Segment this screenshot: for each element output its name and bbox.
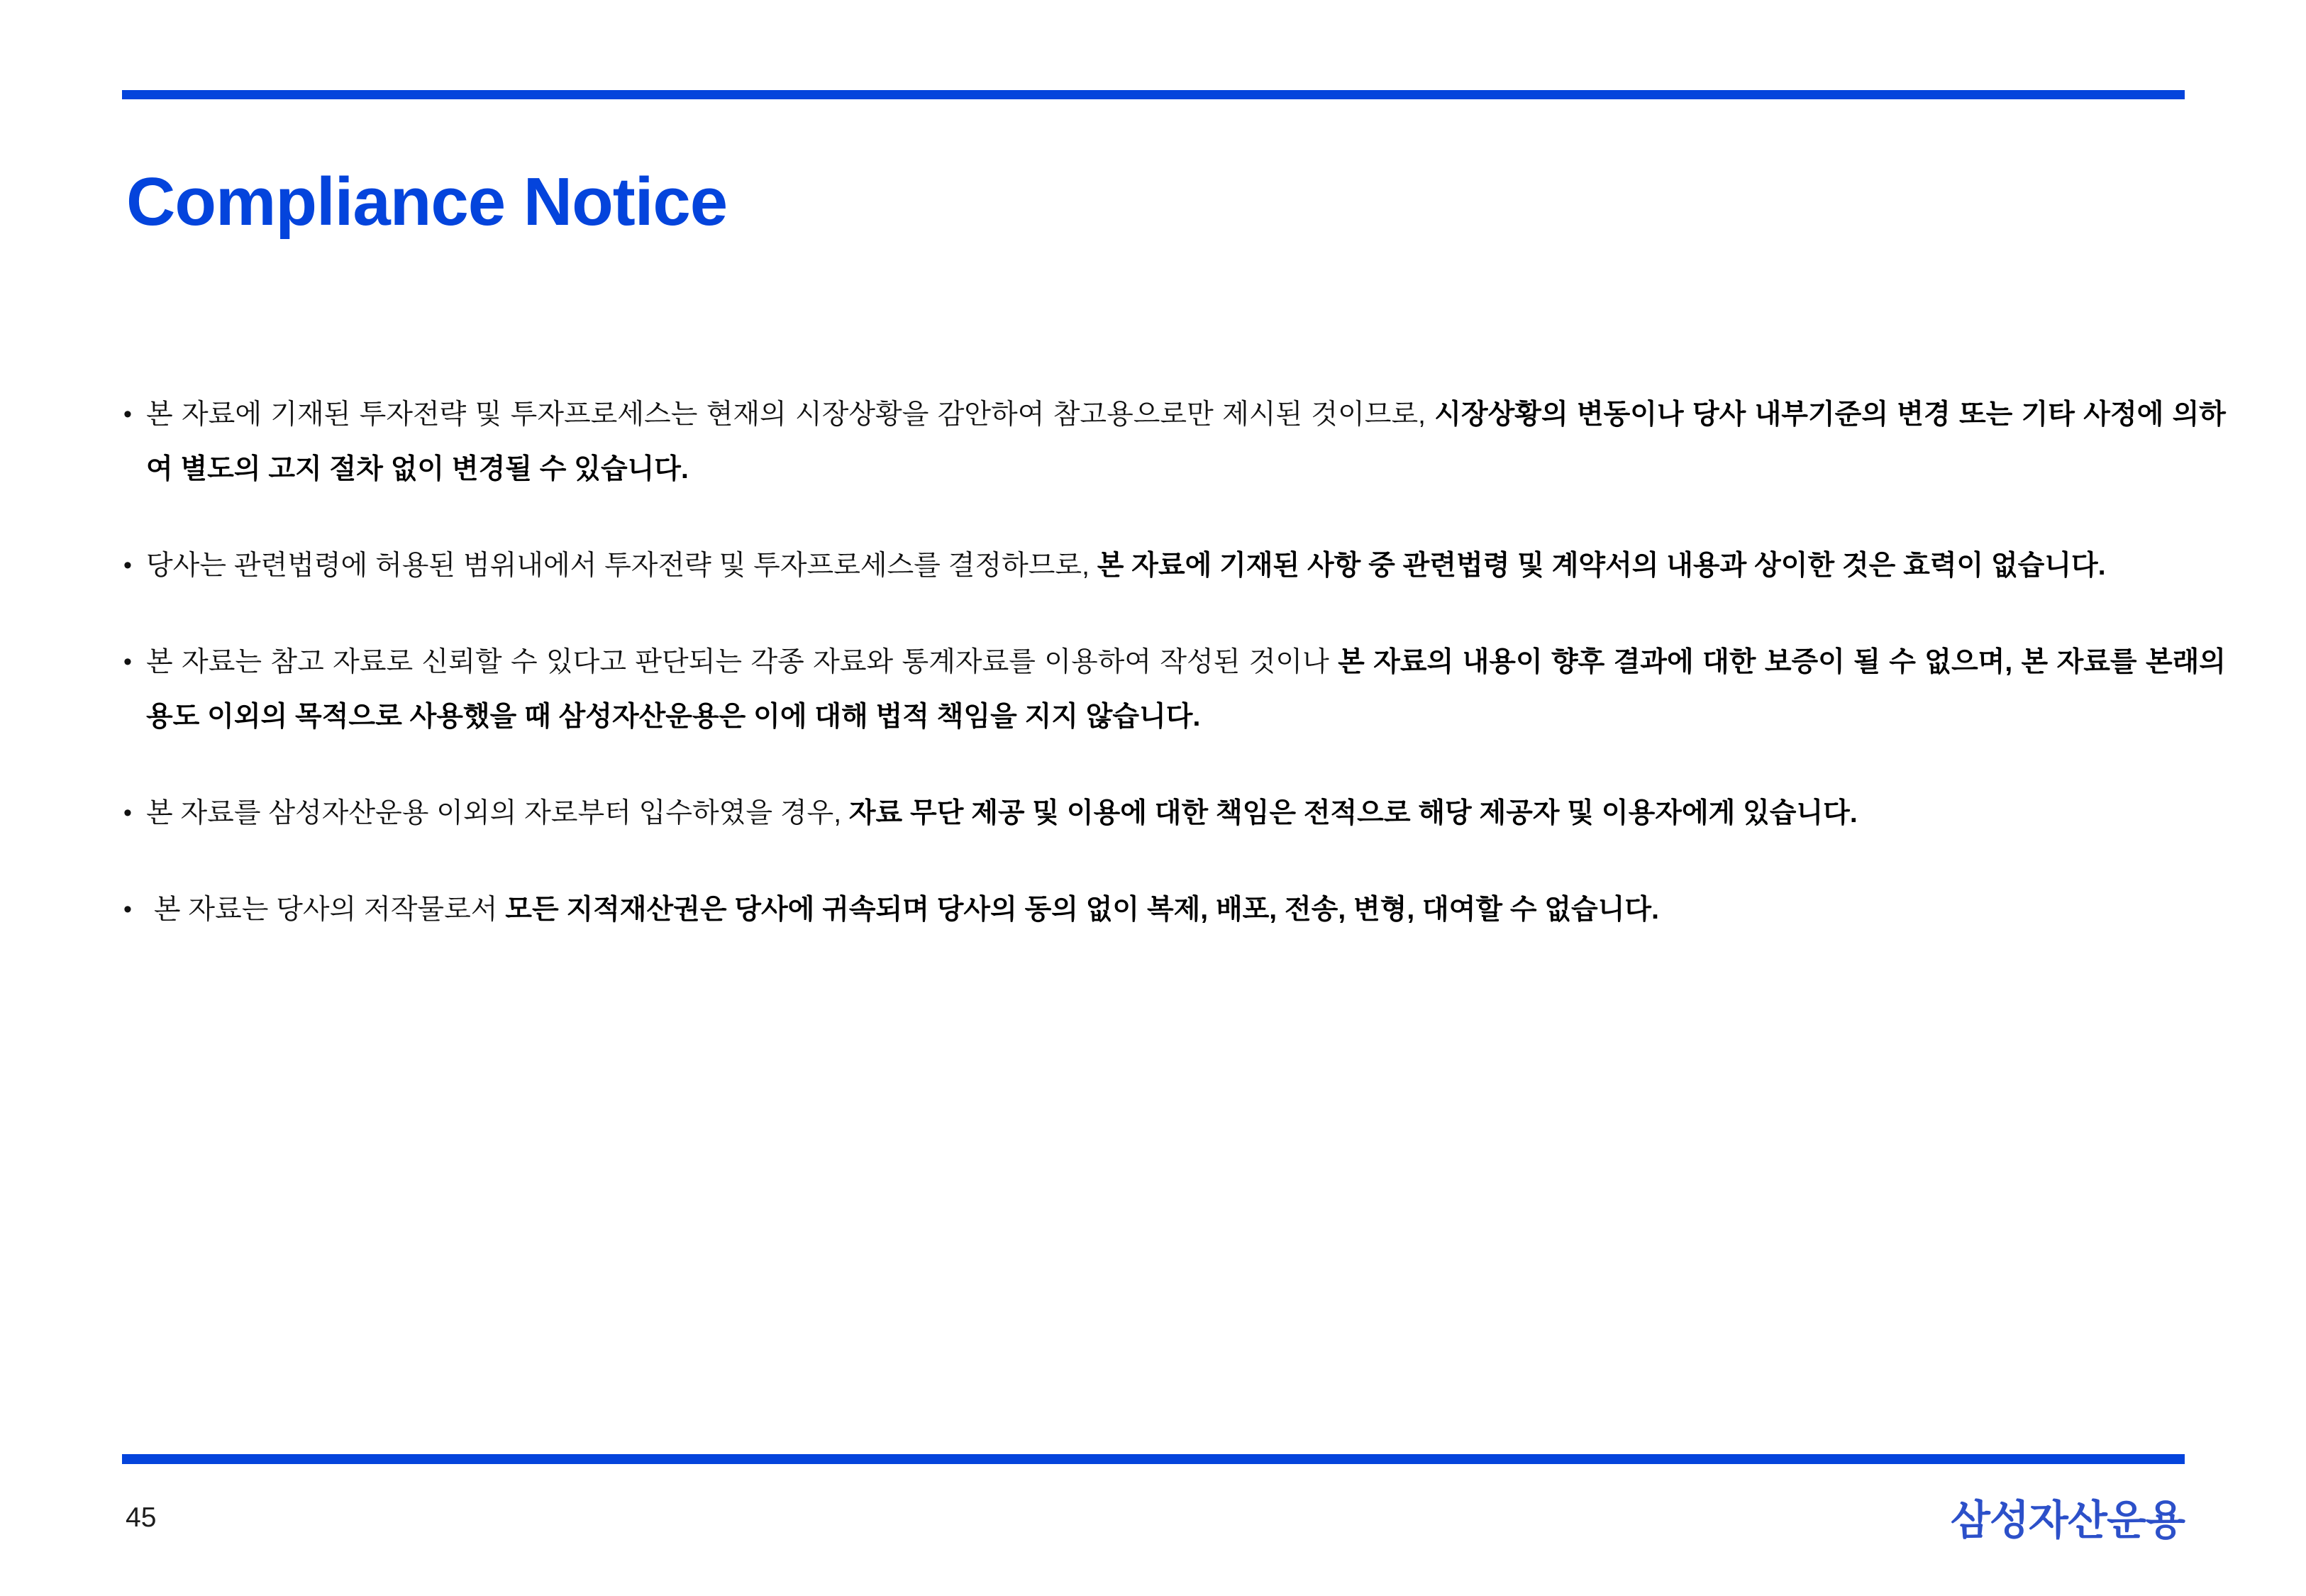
bullet-item <box>122 882 2226 937</box>
bullet-icon: • <box>123 648 132 675</box>
bullet-text-bold: 본 자료에 기재된 사항 중 관련법령 및 계약서의 내용과 상이한 것은 효력이 없습니다. <box>1097 550 2106 581</box>
bullet-icon: • <box>123 896 132 923</box>
company-logo: 삼성자산운용 <box>1950 1497 2185 1544</box>
bullet-item <box>122 635 2226 744</box>
bullet-item <box>122 786 2226 841</box>
bullet-text-normal: 본 자료는 당사의 저작물로서 <box>146 894 506 925</box>
bullet-text-bold: 본 자료의 내용이 향후 결과에 대한 보증이 될 수 없으며, 본 자료를 본래의 용도 이외의 목적으로 사용했을 때 삼성자산운용은 이에 대해 법적 책임을 지지 않습니다. <box>146 647 2226 732</box>
top-divider-rule <box>122 90 2185 99</box>
bullet-text-normal: 본 자료를 삼성자산운용 이외의 자로부터 입수하였을 경우, <box>146 798 849 829</box>
bullet-item <box>122 538 2226 593</box>
disclaimer-bullet-list <box>122 387 2226 979</box>
page-title: Compliance Notice <box>126 164 728 240</box>
bottom-divider-rule <box>122 1454 2185 1464</box>
bullet-text-normal: 본 자료는 참고 자료로 신뢰할 수 있다고 판단되는 각종 자료와 통계자료를 이용하여 작성된 것이나 <box>146 647 1338 677</box>
page-number: 45 <box>126 1502 157 1533</box>
bullet-icon: • <box>123 552 132 579</box>
bullet-icon: • <box>123 401 132 428</box>
bullet-text-bold: 자료 무단 제공 및 이용에 대한 책임은 전적으로 해당 제공자 및 이용자에게 있습니다. <box>848 798 1858 829</box>
bullet-text-normal: 본 자료에 기재된 투자전략 및 투자프로세스는 현재의 시장상황을 감안하여 참고용으로만 제시된 것이므로, <box>146 399 1435 430</box>
bullet-text-bold: 모든 지적재산권은 당사에 귀속되며 당사의 동의 없이 복제, 배포, 전송, 변형, 대여할 수 없습니다. <box>505 894 1659 925</box>
bullet-text-bold: 시장상황의 변동이나 당사 내부기준의 변경 또는 기타 사정에 의하여 별도의 고지 절차 없이 변경될 수 있습니다. <box>146 399 2226 484</box>
bullet-item <box>122 387 2226 497</box>
bullet-icon: • <box>123 799 132 826</box>
bullet-text-normal: 당사는 관련법령에 허용된 범위내에서 투자전략 및 투자프로세스를 결정하므로, <box>146 550 1097 581</box>
